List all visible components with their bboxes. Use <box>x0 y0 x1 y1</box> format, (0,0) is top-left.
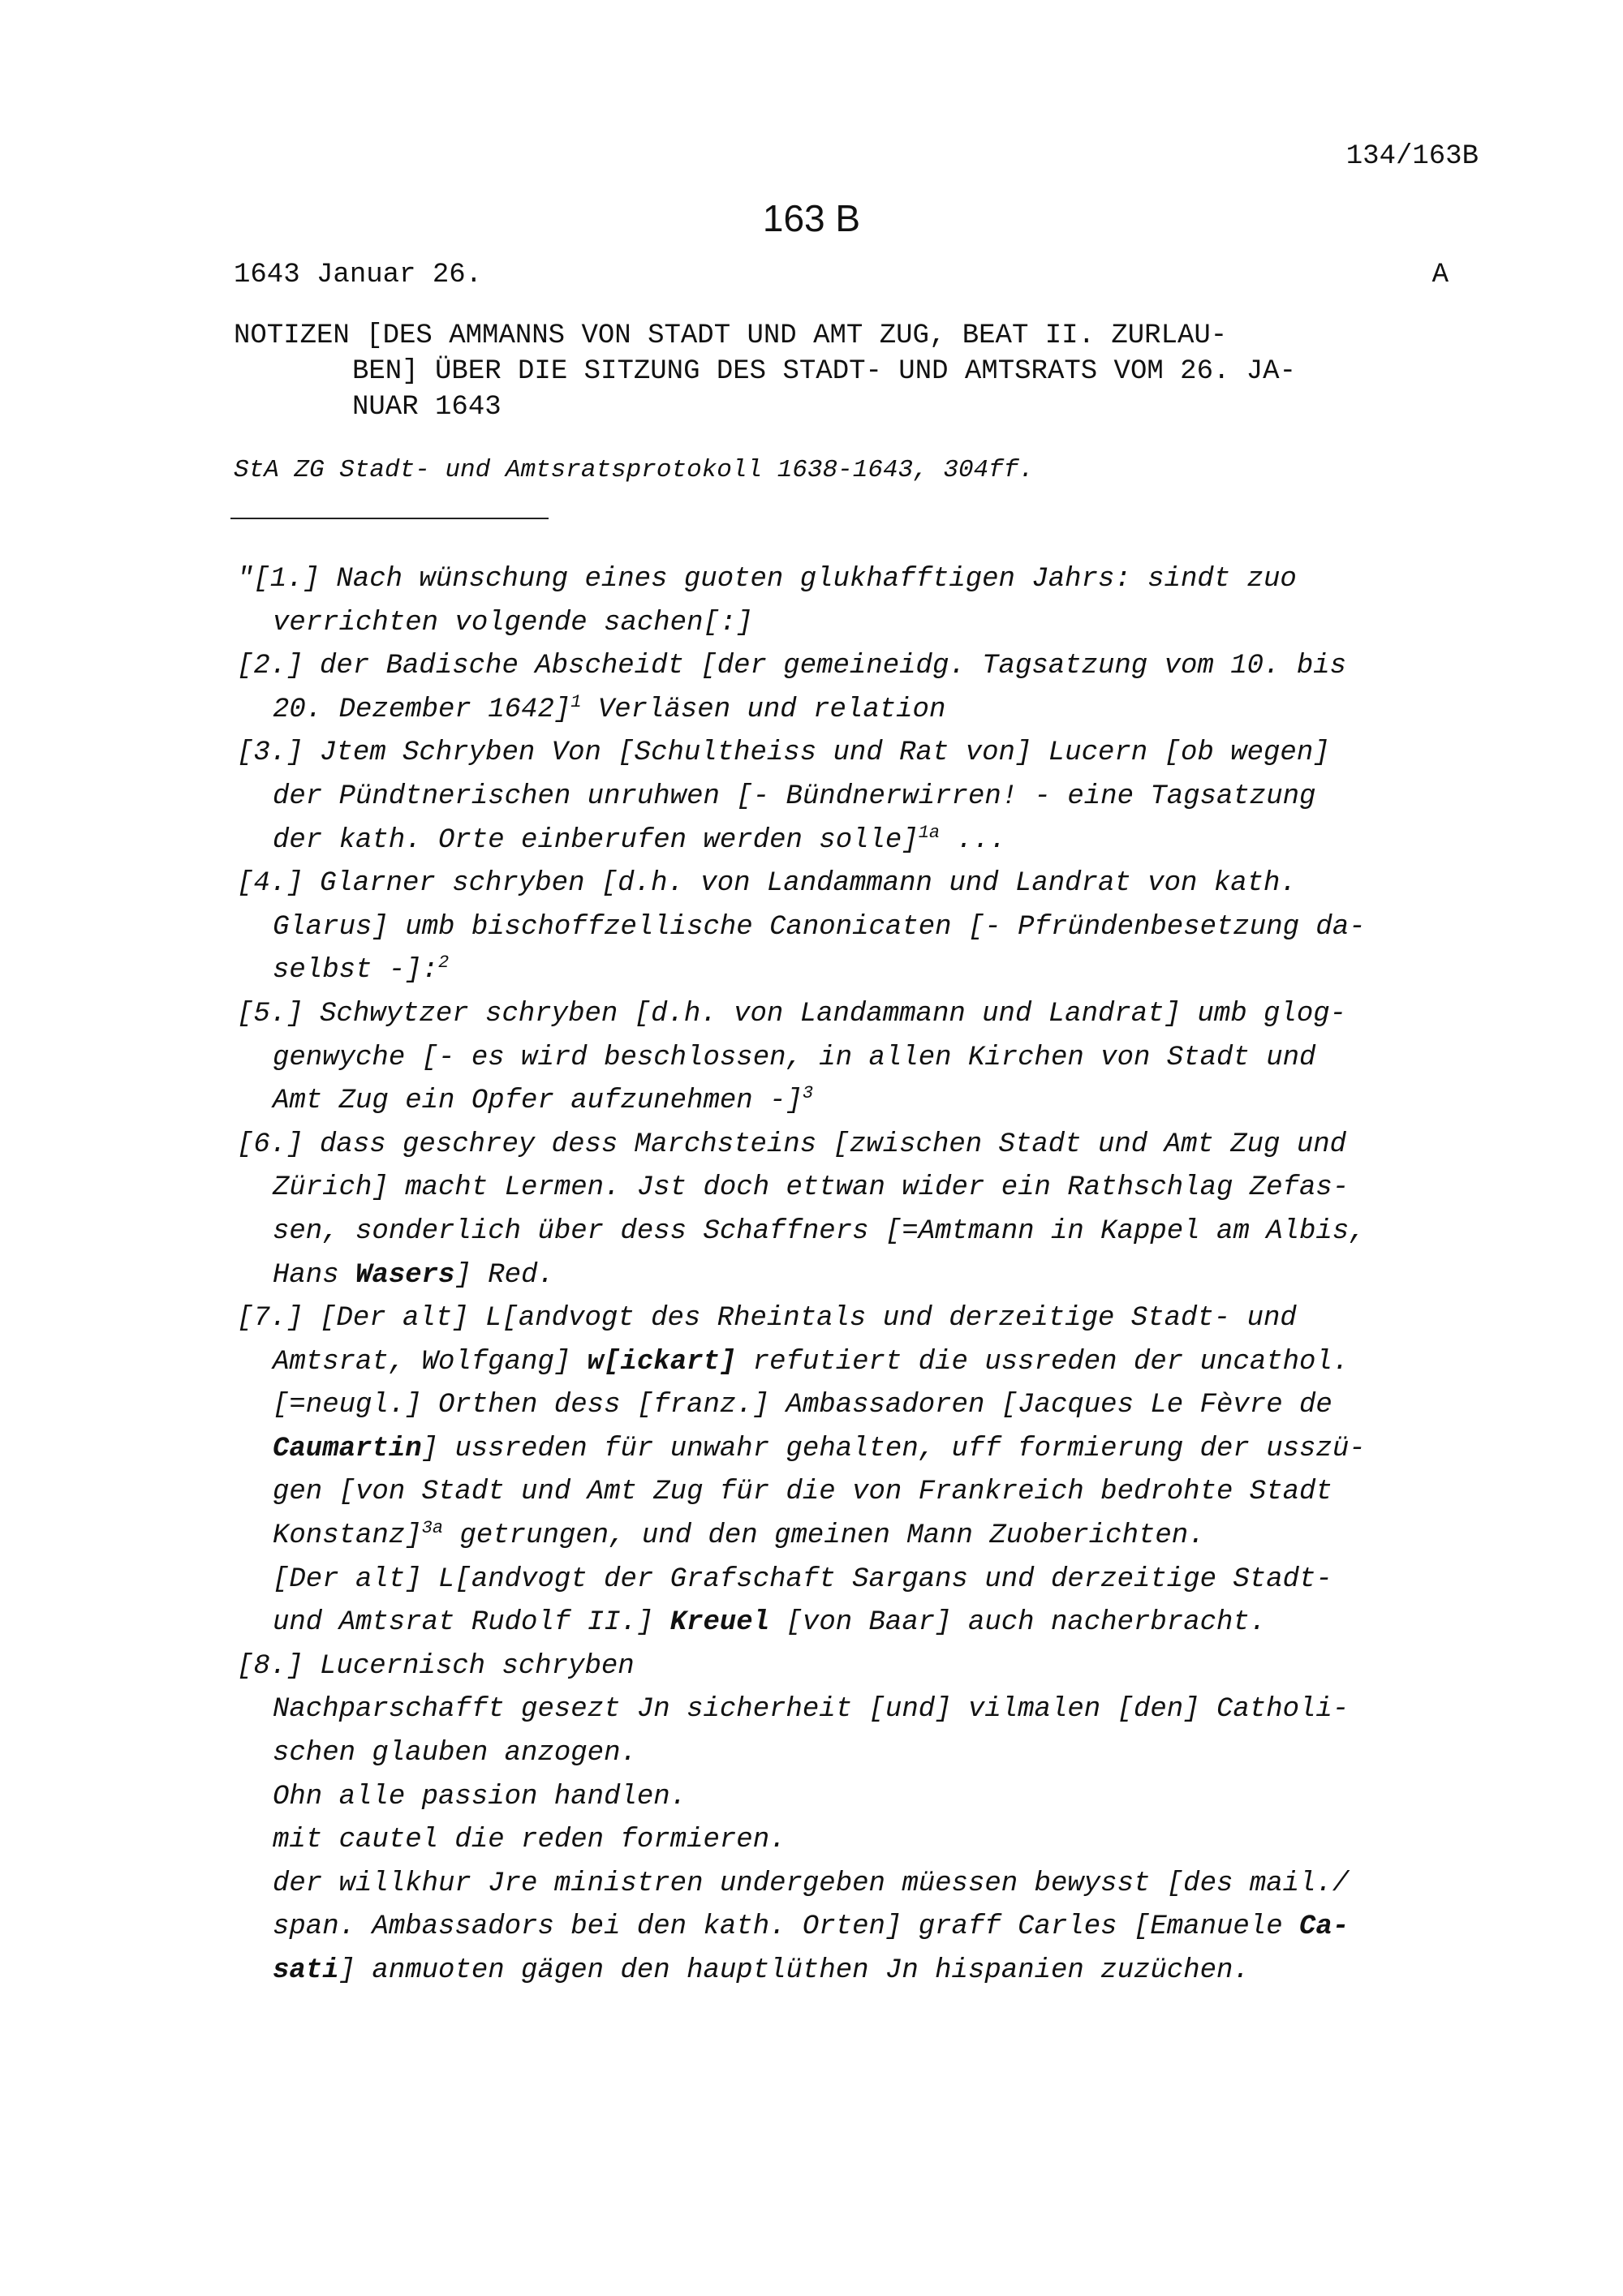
text-line: [2.] der Badische Abscheidt [der gemeineidg. Tagsatzung vom 10. bis <box>237 651 1347 682</box>
text-line <box>237 1906 1503 1950</box>
text-line: Zürich] macht Lermen. Jst doch ettwan wider ein Rathschlag Zefas- <box>273 1172 1350 1204</box>
text-line <box>237 1080 1503 1124</box>
document-number: 163 B <box>762 197 861 239</box>
text-segment: der kath. Orte einberufen werden solle] <box>273 824 919 856</box>
document-date: 1643 Januar 26. <box>234 260 483 290</box>
text-segment: ... <box>940 824 1006 856</box>
text-line: "[1.] Nach wünschung eines guoten glukhafftigen Jahrs: sindt zuo <box>237 564 1297 595</box>
source-citation: StA ZG Stadt- und Amtsratsprotokoll 1638-1643, 304ff. <box>234 456 1034 484</box>
title-line: BEN] ÜBER DIE SITZUNG DES STADT- UND AMTSRATS VOM 26. JA- <box>352 356 1296 387</box>
text-segment: [von Baar] auch nacherbracht. <box>769 1607 1267 1639</box>
text-line: [8.] Lucernisch schryben <box>237 1650 635 1682</box>
document-title <box>234 318 1483 425</box>
name-emphasis: Caumartin <box>273 1433 422 1464</box>
text-line: mit cautel die reden formieren. <box>273 1825 786 1856</box>
text-line: Glarus] umb bischoffzellische Canonicaten [- Pfründenbesetzung da- <box>273 911 1366 943</box>
footnote-marker: 3a <box>421 1518 444 1539</box>
text-line: [Der alt] L[andvogt der Grafschaft Sargans und derzeitige Stadt- <box>273 1563 1332 1595</box>
text-line <box>237 1428 1503 1472</box>
text-line: [=neugl.] Orthen dess [franz.] Ambassadoren [Jacques Le Fèvre de <box>273 1390 1332 1421</box>
text-line: [5.] Schwytzer schryben [d.h. von Landammann und Landrat] umb glog- <box>237 998 1347 1030</box>
text-line <box>237 1341 1503 1385</box>
text-line <box>237 1515 1503 1559</box>
name-emphasis: Kreuel <box>669 1607 770 1639</box>
text-segment: 20. Dezember 1642] <box>273 694 571 725</box>
version-marker: A <box>1431 260 1449 290</box>
text-line: [4.] Glarner schryben [d.h. von Landammann und Landrat von kath. <box>237 868 1297 900</box>
footnote-marker: 3 <box>802 1083 814 1104</box>
text-line: genwyche [- es wird beschlossen, in allen Kirchen von Stadt und <box>273 1042 1316 1073</box>
text-line: der Pündtnerischen unruhwen [- Bündnerwirren! - eine Tagsatzung <box>273 780 1316 812</box>
text-segment: Amtsrat, Wolfgang] <box>273 1346 588 1378</box>
name-emphasis: sati <box>273 1955 339 1986</box>
date-line <box>234 260 1449 290</box>
name-emphasis: w[ickart] <box>587 1346 737 1378</box>
text-segment: refutiert die ussreden der uncathol. <box>736 1346 1350 1378</box>
text-line <box>237 949 1503 993</box>
title-line: NOTIZEN [DES AMMANNS VON STADT UND AMT ZUG, BEAT II. ZURLAU- <box>234 320 1228 351</box>
text-line: schen glauben anzogen. <box>273 1738 637 1769</box>
text-segment: Verläsen und relation <box>581 694 946 725</box>
name-emphasis: Wasers <box>355 1259 455 1291</box>
name-emphasis: Ca- <box>1299 1911 1350 1943</box>
text-segment: span. Ambassadors bei den kath. Orten] graff Carles [Emanuele <box>273 1911 1300 1943</box>
footnote-marker: 2 <box>438 952 450 974</box>
text-segment: ] anmuoten gägen den hauptlüthen Jn hispanien zuzüchen. <box>338 1955 1250 1986</box>
text-line <box>237 1254 1503 1298</box>
text-segment: Hans <box>273 1259 356 1291</box>
text-line: Nachparschafft gesezt Jn sicherheit [und] vilmalen [den] Catholi- <box>273 1694 1350 1726</box>
footnote-marker: 1a <box>918 822 941 843</box>
text-segment: ] ussreden für unwahr gehalten, uff formierung der usszü- <box>421 1433 1366 1464</box>
text-line: [3.] Jtem Schryben Von [Schultheiss und Rat von] Lucern [ob wegen] <box>237 737 1330 769</box>
text-segment: und Amtsrat Rudolf II.] <box>273 1607 670 1639</box>
page-reference: 134/163B <box>1345 141 1479 172</box>
separator-rule <box>230 518 549 519</box>
text-line: gen [von Stadt und Amt Zug für die von Frankreich bedrohte Stadt <box>273 1477 1332 1508</box>
text-line: [7.] [Der alt] L[andvogt des Rheintals und derzeitige Stadt- und <box>237 1303 1297 1335</box>
text-line <box>237 1602 1503 1645</box>
text-line: verrichten volgende sachen[:] <box>273 607 753 638</box>
text-line <box>237 689 1503 733</box>
text-line: sen, sonderlich über dess Schaffners [=Amtmann in Kappel am Albis, <box>273 1215 1366 1247</box>
text-line: der willkhur Jre ministren undergeben müessen bewysst [des mail./ <box>273 1868 1350 1899</box>
text-line <box>237 1950 1503 1993</box>
text-segment: selbst -]: <box>273 955 439 987</box>
title-line: NUAR 1643 <box>352 392 502 423</box>
text-line: [6.] dass geschrey dess Marchsteins [zwischen Stadt und Amt Zug und <box>237 1129 1347 1160</box>
text-line: Ohn alle passion handlen. <box>273 1781 687 1812</box>
text-segment: getrungen, und den gmeinen Mann Zuoberichten. <box>443 1520 1205 1552</box>
text-segment: Konstanz] <box>273 1520 422 1552</box>
text-line <box>237 819 1503 863</box>
footnote-marker: 1 <box>570 691 582 712</box>
text-segment: ] Red. <box>454 1259 554 1291</box>
document-body <box>237 558 1503 1993</box>
text-segment: Amt Zug ein Opfer aufzunehmen -] <box>273 1086 803 1117</box>
